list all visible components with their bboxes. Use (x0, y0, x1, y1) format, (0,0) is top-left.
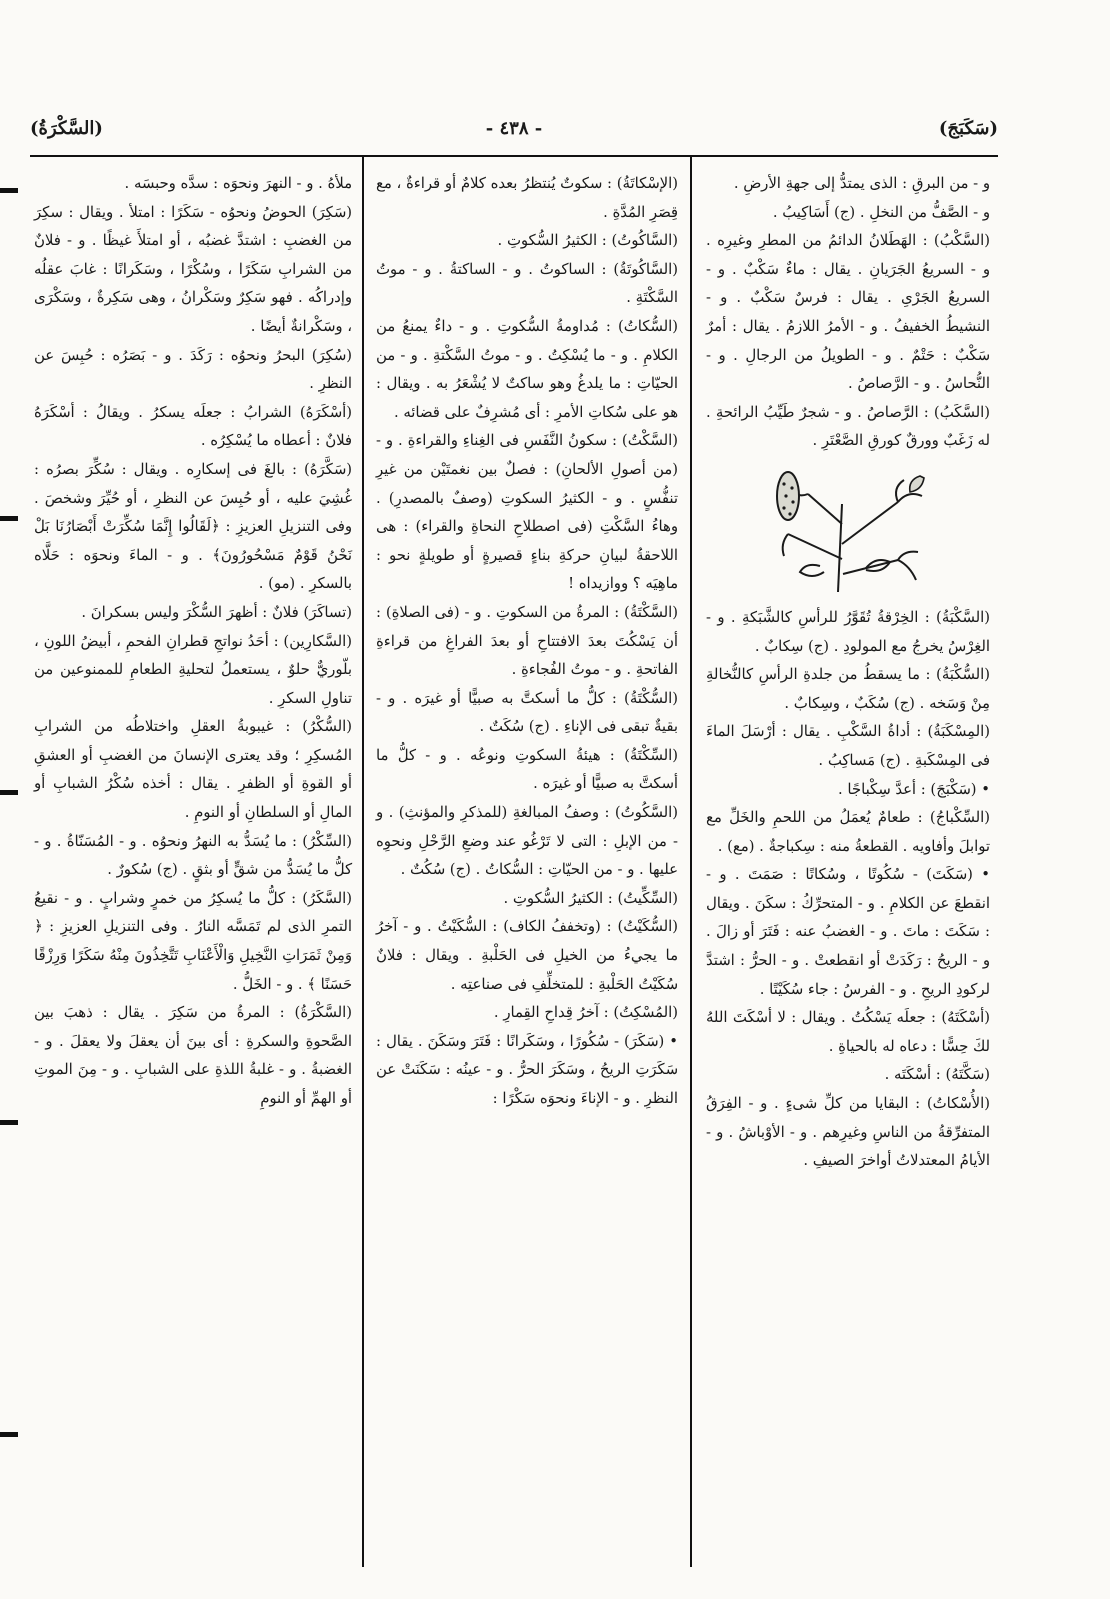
entry: (المِسْكَبَةُ) : أداةُ السَّكْبِ . يقال : أرْسَلَ الماءَ فى المِسْكَبةِ . (ج) مَساكِبُ . (706, 723, 990, 769)
column-divider-left (362, 157, 364, 1567)
entry: (السَّكْتُ) : سكونُ النَّفَسِ فى الغِناءِ والقراءةِ . و - (من أصولِ الألحانِ) : فصلٌ بين نغمتَيْن من غيرِ تنفُّسٍ . و - الكثيرُ السكوتِ (وصفٌ بالمصدرِ) . وهاءُ السَّكْتِ (فى اصطلاحِ النحاةِ والقراء) : هى اللاحقةُ لبيانِ حركةِ بناءٍ قصيرةٍ أو طويلةٍ نحو : ماهِيَه ؟ ووازيداه ! (376, 432, 678, 593)
column-middle (376, 170, 678, 1114)
entry: • (سَكَتَ) - سُكُوتًا ، وسُكاتًا : صَمَتَ . و - انقطعَ عن الكلامِ . و - المتحرِّكُ : سكَنَ . ويقال : سَكَتَ : ماتَ . و - الغضبُ عنه : فَتَرَ أو زالَ . و - الريحُ : رَكَدَتْ أو انقطعتْ . و - الحرُّ : اشتدَّ لركودِ الريحِ . و - الفرسُ : جاء سُكَيْتًا . (706, 866, 990, 998)
entry: (الإسْكاتَةُ) : سكوتٌ يُنتظرُ بعده كلامٌ أو قراءةٌ ، مع قِصَرِ المُدَّةِ . (376, 175, 678, 221)
plant-illustration-icon (748, 464, 948, 594)
entry: ملأهُ . و - النهرَ ونحوَه : سدَّه وحبسَه . (124, 175, 352, 192)
entry: (السَّكْرَةُ) : المرةُ من سَكِرَ . يقال : ذهبَ بين الصَّحوةِ والسكرةِ : أى بينَ أن يعقلَ ولا يعقلَ . و - الغضبةُ . و - غلبةُ اللذةِ على الشبابِ . و - مِنَ الموتِ أو الهمِّ أو النومِ (34, 1004, 352, 1107)
entry: (السُّكَيْتُ) : (وتخففُ الكاف) : السُّكَيْتُ . و - آخرُ ما يجيءُ من الخيلِ فى الحَلْبةِ . ويقال : فلانٌ سُكَيْتُ الحَلْبةِ : للمتخلِّفِ فى صناعتِه . (376, 918, 678, 993)
header-rule (30, 155, 998, 157)
entry: • (سَكْبَجَ) : أعدَّ سِكْباجًا . (838, 780, 990, 798)
entry: (السُّكْرُ) : غيبوبةُ العقلِ واختلاطُه من الشرابِ المُسكِرِ ؛ وقد يعترى الإنسانَ من الغضبِ أو العشقِ أو القوةِ أو الظفرِ . يقال : أخذه سُكْرُ الشبابِ أو المالِ أو السلطانِ أو النومِ . (34, 718, 352, 822)
entry: (سُكِرَ) البحرُ ونحوُه : رَكَدَ . و - بَصَرُه : حُبِسَ عن النظرِ . (34, 346, 352, 393)
right-running-headword: (سَكَبَجَ) (938, 118, 998, 139)
entry: • (سَكَرَ) - سُكُورًا ، وسَكَرانًا : فَتَرَ وسَكَنَ . يقال : سَكَرَتِ الريحُ ، وسَكَرَ الحرُّ . و - عينُه : سَكَنَتْ عن النظرِ . و - الإناءَ ونحوَه سَكْرًا : (376, 1032, 678, 1107)
entry: (السَّكْبُ) : الهَطَلانُ الدائمُ من المطرِ وغيرِه . و - السريعُ الجَرَيانِ . يقال : ماءٌ سَكْبٌ . و - السريعُ الجَرْىِ . يقال : فرسٌ سَكْبٌ . و - النشيطُ الخفيفُ . و - الأمرُ اللازمُ . يقال : أمرٌ سَكْبٌ : حَتْمٌ . و - الطويلُ من الرجالِ . و - النُّحاسُ . و - الرَّصاصُ . (706, 232, 990, 393)
entry: (السَّكَرُ) : كلُّ ما يُسكِرُ من خمرٍ وشرابٍ . و - نقيعُ التمرِ الذى لم تَمَسَّه النارُ . وفى التنزيلِ العزيزِ : ﴿ وَمِنْ ثَمَرَاتِ النَّخِيلِ وَالْأَعْنَابِ تَتَّخِذُونَ مِنْهُ سَكَرًا وَرِزْقًا حَسَنًا ﴾ . و - الخَلُّ . (34, 889, 352, 993)
entry: (السَّاكُوتُ) : الكثيرُ السُّكوتِ . (497, 232, 678, 250)
column-right (706, 170, 990, 1176)
page-header (30, 118, 998, 148)
entry: (أسْكَرَهُ) الشرابُ : جعلَه يسكرُ . ويقالُ : أسْكَرَهُ فلانٌ : أعطاه ما يُسْكِرُه . (34, 403, 352, 450)
margin-mark (0, 790, 18, 795)
entry: (تساكَرَ) فلانٌ : أظهرَ السُّكْرَ وليس بسكرانَ . (81, 603, 352, 621)
margin-mark (0, 1432, 18, 1437)
entry: (السَّاكُوتَةُ) : الساكوتُ . و - الساكتةُ . و - موتُ السَّكْتَةِ . (376, 260, 678, 307)
entry: (السِّكِّيتُ) : الكثيرُ السُّكوتِ . (503, 889, 678, 907)
entry: (السِّكْباجُ) : طعامٌ يُعمَلُ من اللحمِ والخَلِّ مع توابلَ وأفاويه . القطعةُ منه : سِكباجةٌ . (مع) . (706, 809, 990, 855)
entry: (السِّكْتَةُ) : هيئةُ السكوتِ ونوعُه . و - كلُّ ما أسكتَّ به صبيًّا أو غيرَه . (376, 746, 678, 793)
entry: (المُسْكِتُ) : آخرُ قِداحِ القِمارِ . (493, 1004, 678, 1022)
column-left (34, 170, 352, 1114)
entry: (السُّكْتَةُ) : كلُّ ما أسكتَّ به صبيًّا أو غيرَه . و - بقيةٌ تبقى فى الإناءِ . (ج) سُكَتٌ . (376, 689, 678, 736)
entry: (السُّكاتُ) : مُداومةُ السُّكوتِ . و - داءٌ يمنعُ من الكلامِ . و - ما يُسْكِتُ . و - موتُ السَّكْتةِ . و - من الحيّاتِ : ما يلدغُ وهو ساكتٌ لا يُشْعَرُ به . ويقال : هو على سُكاتِ الأمرِ : أى مُشرِفٌ على قضائه . (376, 317, 678, 421)
entry: (السَّكارِين) : أحَدُ نواتجِ قطرانِ الفحمِ ، أبيضُ اللونِ ، بلّوريٌّ حلوٌ ، يستعملُ لتحليةِ الطعامِ للممنوعين من تناولِ السكرِ . (34, 632, 352, 707)
entry: (السَّكْبَةُ) : الخِرْقةُ تُقَوَّرُ للرأسِ كالشَّبَكةِ . و - الغِرْسُ يخرجُ مع المولودِ . (ج) سِكابٌ . (706, 608, 990, 655)
margin-mark (0, 516, 18, 521)
entry: (السَّكُوتُ) : وصفُ المبالغةِ (للمذكرِ والمؤنثِ) . و - من الإبلِ : التى لا تَرْغُو عند وضعِ الرَّحْلِ ونحوِه عليها . و - من الحيّاتِ : السُّكاتُ . (ج) سُكُتٌ . (376, 804, 678, 879)
entry: (سَكِرَ) الحوضُ ونحوُه - سَكَرًا : امتلأ . ويقال : سكِرَ من الغضبِ : اشتدَّ غضبُه ، أو امتلأَ غيظًا . و - فلانٌ من الشرابِ سَكَرًا ، وسُكْرًا ، وسَكَرانًا : غابَ عقلُه وإدراكُه . فهو سَكِرٌ وسَكْرانُ ، وهى سَكِرةٌ ، وسَكْرَى ، وسَكْرانةٌ أيضًا . (34, 203, 352, 335)
entry: (أسْكَتَهُ) : جعلَه يَسْكُتُ . ويقال : لا أسْكَتَ اللهُ لكَ حِسًّا : دعاه له بالحياةِ . (706, 1009, 990, 1055)
margin-mark (0, 1120, 18, 1125)
entry: (السِّكْرُ) : ما يُسَدُّ به النهرُ ونحوُه . و - المُسَنّاةُ . و - كلُّ ما يُسَدُّ من شقٍّ أو بثقٍ . (ج) سُكورٌ . (34, 832, 352, 879)
entry: و - من البرقِ : الذى يمتدُّ إلى جهةِ الأرضِ . (733, 175, 990, 192)
entry: و - الصَّفُّ من النخلِ . (ج) أَسَاكِيبُ . (772, 203, 990, 221)
page-number: - ٤٣٨ - (485, 118, 543, 139)
entry: (السَّكَبُ) : الرَّصاصُ . و - شجرٌ طَيِّبُ الرائحةِ . له زَغَبٌ وورقٌ كورقِ الصَّعْتَرِ . (706, 403, 990, 450)
entry: (السُّكْبَةُ) : ما يسقطُ من جلدةِ الرأسِ كالنُّخالةِ مِنْ وَسَخه . (ج) سُكَبٌ ، وسِكابٌ . (706, 666, 990, 712)
entry: (سَكَّرَهُ) : بالغَ فى إسكارِه . ويقال : سُكِّرَ بصرُه : غُشِيَ عليه ، أو حُبِسَ عن النظرِ ، أو حُيِّرَ وشخصَ . وفى التنزيلِ العزيزِ : ﴿لَقَالُوا إِنَّمَا سُكِّرَتْ أَبْصَارُنَا بَلْ نَحْنُ قَوْمٌ مَسْحُورُونَ﴾ . و - الماءَ ونحوَه : حَلَّاه بالسكرِ . (مو) . (34, 460, 352, 593)
entry: (السَّكْتَةُ) : المرةُ من السكوتِ . و - (فى الصلاةِ) : أن يَسْكُتَ بعدَ الافتتاحِ أو بعدَ الفراغِ من قراءةِ الفاتحةِ . و - موتُ الفُجاءةِ . (376, 603, 678, 679)
column-divider-right (690, 157, 692, 1567)
left-running-headword: (السَّكْرَةُ) (30, 118, 103, 139)
entry: (سَكَّتَهُ) : أسْكَتَه . (884, 1066, 990, 1084)
margin-mark (0, 188, 18, 193)
entry: (الأُسْكاتُ) : البقايا من كلِّ شىءٍ . و - الفِرَقُ المتفرِّقةُ من الناسِ وغيرِهم . و - الأوْباشُ . و - الأيامُ المعتدلاتُ أواخرَ الصيفِ . (706, 1095, 990, 1170)
